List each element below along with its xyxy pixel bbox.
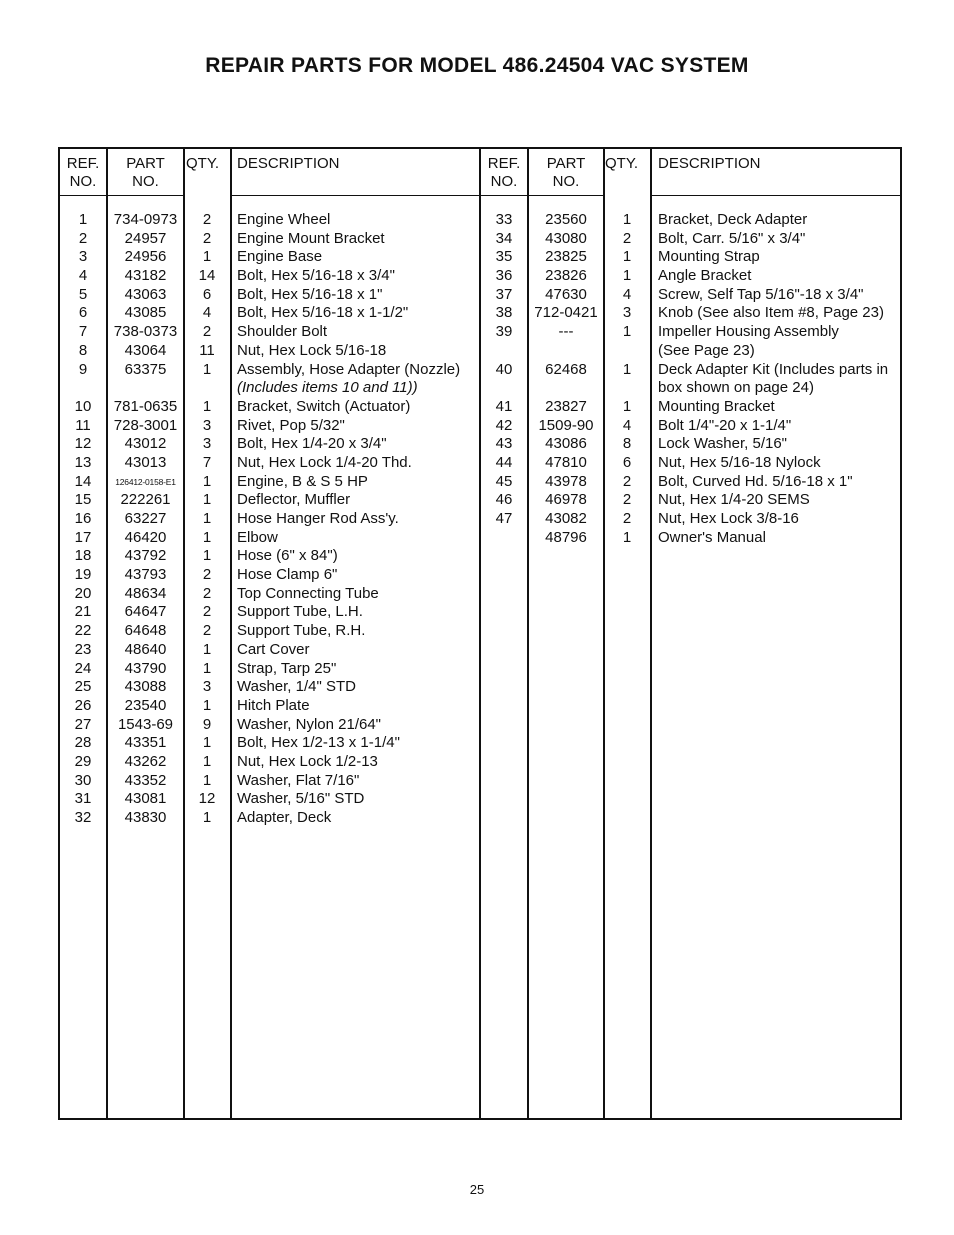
qty-cell: 1 [202,696,212,714]
description-cell: Shoulder Bolt [237,323,328,341]
description-cell: Impeller Housing Assembly [658,323,839,341]
header-part-label: PART [126,155,165,172]
qty-cell: 3 [202,435,212,453]
qty-cell: 1 [202,360,212,378]
description-cell: Nut, Hex Lock 3/8-16 [658,510,799,527]
qty-cell: 4 [622,416,632,434]
header-no-label: NO. [132,173,159,190]
part-cell: --- [558,323,574,341]
header-description: DESCRIPTION [237,155,340,172]
part-cell: 712-0421 [534,304,598,322]
description-cell: Bolt, Hex 1/4-20 x 3/4" [237,435,387,453]
description-cell: Engine, B & S 5 HP [237,472,368,490]
qty-cell: 9 [202,715,212,733]
header-no-label: NO. [69,173,97,190]
qty-cell: 6 [202,285,212,303]
header-description: DESCRIPTION [658,155,761,172]
qty-cell: 2 [202,584,212,602]
description-cell: Nut, Hex Lock 1/2-13 [237,752,378,770]
description-cell: Bolt, Hex 5/16-18 x 3/4" [237,267,395,285]
part-cell: 47810 [545,453,587,471]
page-number: 25 [469,1182,485,1197]
part-cell: 64648 [124,622,167,640]
qty-cell: 8 [622,435,632,453]
description-cell: Washer, 5/16" STD [237,790,365,808]
qty-cell: 2 [202,211,212,228]
part-cell: 48796 [545,528,587,546]
description-cell: Lock Washer, 5/16" [658,435,788,453]
part-cell: 738-0373 [113,323,178,341]
ref-column [481,211,527,547]
header-part-no [108,155,183,191]
description-cell: Support Tube, L.H. [237,603,363,621]
qty-cell: 1 [622,397,632,415]
description-cell: Deck Adapter Kit (Includes parts in [658,360,889,378]
ref-cell: 47 [495,510,513,527]
part-column [107,211,184,828]
ref-cell: 9 [78,360,88,378]
qty-cell: 1 [202,659,212,677]
qty-column [604,211,650,547]
part-cell: 43182 [124,267,167,285]
description-cell: Bolt, Carr. 5/16" x 3/4" [658,229,806,247]
description-cell: Nut, Hex 1/4-20 SEMS [658,491,810,509]
description-cell: Assembly, Hose Adapter (Nozzle) [237,360,461,378]
header-part-no [529,155,603,191]
qty-cell: 1 [622,248,632,266]
part-cell: 43013 [124,453,167,471]
part-cell: 43081 [124,790,167,808]
ref-cell: 22 [74,622,92,640]
qty-cell: 2 [622,491,632,509]
description-cell: Washer, Flat 7/16" [237,771,360,789]
ref-cell: 18 [74,547,92,565]
ref-cell: 38 [495,304,513,322]
part-cell: 48634 [124,584,167,602]
part-cell: 43080 [545,229,587,247]
part-cell: 43082 [545,510,587,527]
ref-cell: 25 [74,678,92,696]
header-rule [529,195,603,196]
description-cell: Engine Wheel [237,211,331,228]
description-cell: Angle Bracket [658,267,752,285]
description-cell: Top Connecting Tube [237,584,379,602]
page-title: REPAIR PARTS FOR MODEL 486.24504 VAC SYSTEM [205,54,749,77]
description-cell: Cart Cover [237,640,310,658]
qty-cell: 1 [202,809,212,826]
description-cell: Hose Clamp 6" [237,566,338,584]
qty-cell: 4 [622,285,632,303]
ref-cell: 40 [495,360,513,378]
description-cell: Support Tube, R.H. [237,622,366,640]
ref-cell: 35 [495,248,513,266]
part-cell: 43978 [545,472,587,490]
header-rule [652,195,902,196]
ref-cell: 41 [495,397,513,415]
part-cell: 728-3001 [113,416,178,434]
header-ref-no [60,155,106,191]
ref-cell: 46 [495,491,513,509]
qty-cell: 3 [202,416,212,434]
description-cell: Mounting Bracket [658,397,775,415]
header-qty: QTY. [605,155,639,172]
qty-cell: 1 [622,528,632,546]
qty-cell: 1 [622,267,632,285]
column-divider [230,149,232,1118]
ref-cell: 45 [495,472,513,490]
description-cell: Nut, Hex Lock 1/4-20 Thd. [237,453,412,471]
description-cell: Engine Base [237,248,323,266]
qty-cell: 3 [622,304,632,322]
qty-cell: 1 [202,248,212,266]
description-cell: Washer, Nylon 21/64" [237,715,382,733]
ref-cell: 17 [74,528,92,546]
description-cell: (See Page 23) [658,341,755,359]
part-cell: 43064 [124,341,167,359]
part-cell: 63227 [124,510,167,527]
part-cell: 24957 [124,229,167,247]
part-cell: 43012 [124,435,167,453]
qty-cell: 1 [202,472,212,490]
part-cell: 222261 [120,491,171,509]
part-column [528,211,604,547]
qty-cell: 14 [198,267,216,285]
qty-cell: 11 [199,341,215,359]
ref-cell: 2 [78,229,88,247]
qty-cell: 2 [622,472,632,490]
ref-cell: 42 [495,416,513,434]
ref-cell: 7 [78,323,88,341]
part-cell: 46978 [545,491,587,509]
qty-cell: 1 [202,510,212,527]
ref-cell: 8 [78,341,88,359]
qty-cell: 1 [202,771,212,789]
ref-cell: 33 [495,211,513,228]
part-cell: 62468 [545,360,587,378]
description-cell: Hose (6" x 84") [237,547,338,565]
description-cell: Knob (See also Item #8, Page 23) [658,304,884,322]
part-cell: 781-0635 [113,397,178,415]
ref-cell: 27 [74,715,92,733]
description-cell: Bolt, Hex 5/16-18 x 1-1/2" [237,304,409,322]
part-cell: 23827 [545,397,587,415]
part-cell: 43351 [124,734,167,752]
ref-cell: 11 [75,416,91,434]
header-part-label: PART [546,155,586,172]
part-cell: 46420 [124,528,167,546]
part-cell: 43790 [124,659,167,677]
ref-cell: 39 [495,323,513,341]
part-cell: 43088 [124,678,167,696]
ref-cell: 36 [495,267,513,285]
part-cell: 43352 [124,771,167,789]
qty-cell: 1 [202,640,212,658]
ref-cell: 15 [74,491,92,509]
qty-cell: 2 [202,622,212,640]
description-cell: Bolt, Curved Hd. 5/16-18 x 1" [658,472,853,490]
qty-cell: 2 [202,603,212,621]
ref-cell: 12 [74,435,92,453]
ref-cell: 3 [78,248,88,266]
header-ref-no [481,155,527,191]
part-cell: 43086 [545,435,587,453]
part-cell: 43793 [124,566,167,584]
ref-cell: 28 [74,734,92,752]
qty-cell: 1 [202,752,212,770]
header-rule [481,195,527,196]
qty-cell: 2 [622,229,632,247]
qty-cell: 1 [622,360,632,378]
header-rule [108,195,183,196]
description-cell: Bolt 1/4"-20 x 1-1/4" [658,416,792,434]
ref-cell: 30 [74,771,92,789]
header-rule [232,195,479,196]
qty-cell: 2 [202,229,212,247]
part-cell: 43830 [124,809,167,826]
ref-cell [481,529,527,548]
ref-cell: 5 [78,285,88,303]
ref-cell: 37 [495,285,513,303]
ref-cell: 21 [74,603,92,621]
description-cell: Rivet, Pop 5/32" [237,416,345,434]
description-cell: Hitch Plate [237,696,310,714]
parts-table [58,147,902,1120]
header-ref-label: REF. [487,155,521,172]
qty-cell: 2 [202,323,212,341]
description-cell: Hose Hanger Rod Ass'y. [237,510,399,527]
ref-cell: 44 [495,453,513,471]
part-cell: 126412-0158-E1 [115,476,176,487]
ref-cell: 4 [78,267,88,285]
qty-cell: 1 [202,528,212,546]
qty-cell: 1 [622,211,632,228]
description-cell: Bolt, Hex 5/16-18 x 1" [237,285,383,303]
qty-cell: 1 [202,547,212,565]
description-cell: Strap, Tarp 25" [237,659,337,677]
qty-cell: 2 [202,566,212,584]
description-cell: (Includes items 10 and 11)) [237,379,418,397]
qty-cell: 7 [202,453,212,471]
description-cell: Elbow [237,528,278,546]
qty-cell: 1 [202,491,212,509]
description-column [658,211,902,547]
description-cell: Deflector, Muffler [237,491,351,509]
ref-cell: 19 [74,566,92,584]
part-cell: 23825 [545,248,587,266]
header-no-label: NO. [490,173,518,190]
part-cell: 23560 [545,211,587,228]
description-cell: Washer, 1/4" STD [237,678,356,696]
ref-cell: 32 [74,809,92,826]
ref-cell: 14 [74,472,92,490]
header-qty: QTY. [186,155,220,172]
ref-cell: 29 [74,752,92,770]
ref-cell: 10 [74,397,92,415]
description-cell: Bolt, Hex 1/2-13 x 1-1/4" [237,734,400,752]
qty-cell: 6 [622,453,632,471]
qty-column [184,211,230,828]
ref-cell: 20 [74,584,92,602]
part-cell: 23826 [545,267,587,285]
ref-cell: 13 [74,453,92,471]
part-cell: 63375 [124,360,167,378]
ref-cell: 6 [78,304,88,322]
ref-cell: 43 [495,435,513,453]
description-cell: Adapter, Deck [237,809,332,826]
description-cell: Screw, Self Tap 5/16"-18 x 3/4" [658,285,864,303]
description-cell: Owner's Manual [658,528,766,546]
part-cell: 64647 [124,603,167,621]
part-cell: 23540 [124,696,167,714]
column-divider [650,149,652,1118]
qty-cell: 1 [202,734,212,752]
ref-column [60,211,106,828]
description-cell: Mounting Strap [658,248,760,266]
part-cell: 1543-69 [117,715,174,733]
description-cell: Nut, Hex 5/16-18 Nylock [658,453,821,471]
ref-cell: 23 [74,640,92,658]
part-cell: 43085 [124,304,167,322]
qty-cell: 1 [622,323,632,341]
qty-cell: 1 [202,397,212,415]
ref-cell: 34 [495,229,513,247]
ref-cell: 24 [74,659,92,677]
ref-cell: 26 [74,696,92,714]
ref-cell: 16 [74,510,92,527]
qty-cell: 2 [622,510,632,527]
qty-cell: 12 [198,790,216,808]
part-cell: 1509-90 [538,416,594,434]
part-cell: 48640 [124,640,167,658]
description-cell: Engine Mount Bracket [237,229,385,247]
qty-cell: 4 [202,304,212,322]
ref-cell: 1 [78,211,88,228]
header-no-label: NO. [552,173,580,190]
description-cell: box shown on page 24) [658,379,814,397]
description-cell: Nut, Hex Lock 5/16-18 [237,341,387,359]
description-cell: Bracket, Deck Adapter [658,211,808,228]
part-cell: 43063 [124,285,167,303]
part-cell: 43262 [124,752,167,770]
header-rule [60,195,106,196]
description-cell: Bracket, Switch (Actuator) [237,397,411,415]
qty-cell: 3 [202,678,212,696]
part-cell: 734-0973 [113,211,178,228]
part-cell: 47630 [545,285,587,303]
header-ref-label: REF. [66,155,100,172]
part-cell: 24956 [124,248,167,266]
description-column [237,211,477,828]
ref-cell: 31 [74,790,92,808]
part-cell: 43792 [124,547,167,565]
